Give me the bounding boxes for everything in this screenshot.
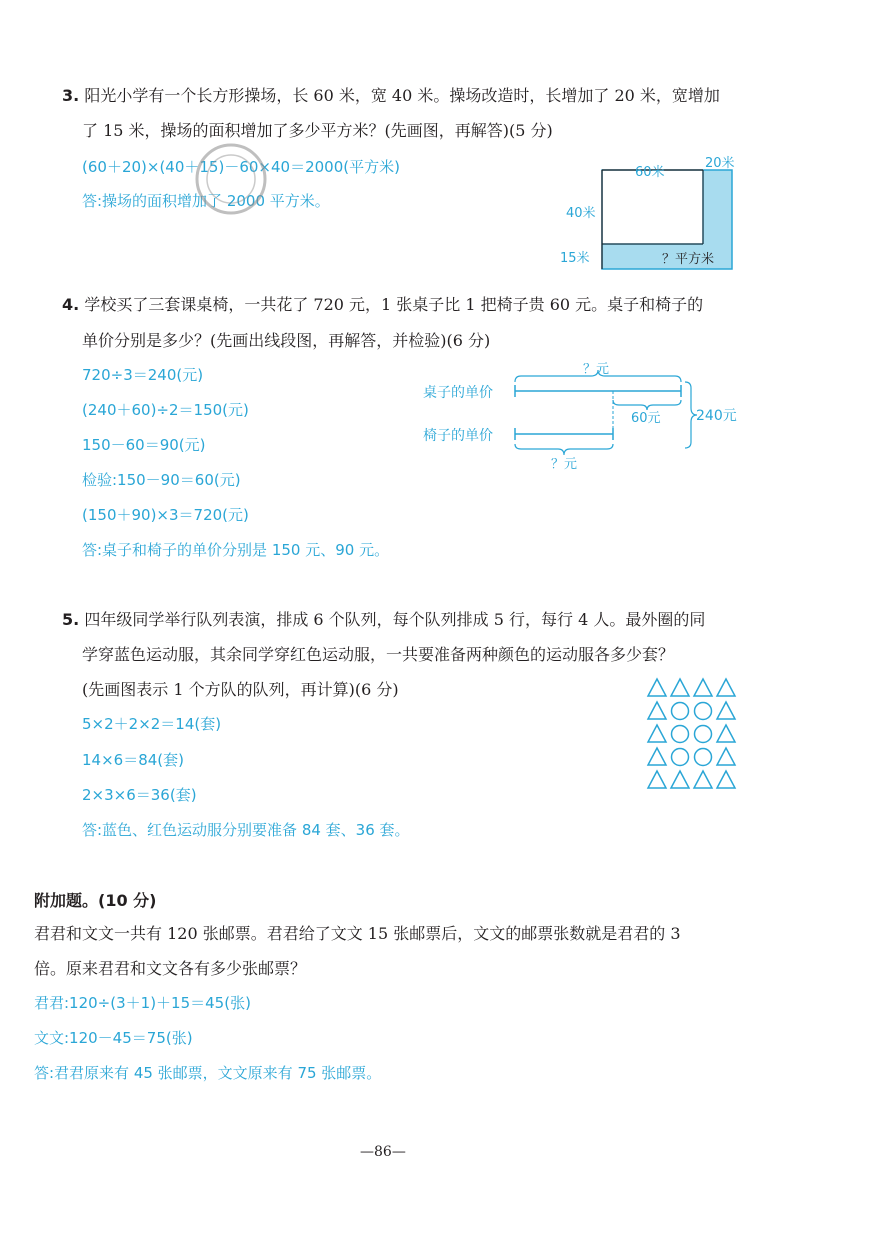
circle-mark [672,726,689,743]
q3-area-label: ？平方米 [662,252,715,267]
q4-answer-3: 150－60＝90(元) [82,436,206,454]
q4-answer-5: (150＋90)×3＝720(元) [82,506,249,524]
q4-line2: 单价分别是多少？(先画出线段图，再解答，并检验)(6 分) [82,331,491,350]
triangle-mark [717,679,735,696]
q4-table-label: 桌子的单价 [423,385,493,401]
q4-line1 [62,295,703,315]
q5-answer-2: 14×6＝84(套) [82,751,184,769]
q4-line1-text: 学校买了三套课桌椅，一共花了 720 元，1 张桌子比 1 把椅子贵 60 元。桌子和椅子的 [84,295,704,314]
q4-answer-4: 检验:150－90＝60(元) [82,471,241,489]
circle-mark [695,726,712,743]
triangle-mark [671,679,689,696]
bonus-answer-1: 君君:120÷(3＋1)＋15＝45(张) [34,994,251,1012]
circle-mark [672,749,689,766]
watermark-stamp [192,140,270,218]
bonus-line2: 倍。原来君君和文文各有多少张邮票？ [34,959,307,978]
triangle-mark [717,771,735,788]
triangle-mark [648,702,666,719]
q5-line1-text: 四年级同学举行队列表演，排成 6 个队列，每个队列排成 5 行，每行 4 人。最外圈的同 [84,610,706,629]
q4-chair-label: 椅子的单价 [423,428,493,444]
q3-label-20: 20米 [705,156,735,171]
q3-label-60: 60米 [635,165,665,180]
triangle-mark [717,725,735,742]
q3-label-40: 40米 [566,206,596,221]
q4-top-unknown: ？元 [583,362,610,377]
q4-number: 4. [62,295,80,314]
triangle-mark [648,725,666,742]
q4-answer-1: 720÷3＝240(元) [82,366,204,384]
q3-answer-2: 答:操场的面积增加了 2000 平方米。 [82,192,330,210]
q3-rectangle-diagram [560,150,750,275]
q3-number: 3. [62,86,80,105]
q5-answer-3: 2×3×6＝36(套) [82,786,197,804]
circle-mark [672,703,689,720]
q3-line2: 了 15 米，操场的面积增加了多少平方米？(先画图，再解答)(5 分) [82,121,553,140]
triangle-mark [694,771,712,788]
q4-answer-2: (240＋60)÷2＝150(元) [82,401,249,419]
bonus-answer-2: 文文:120－45＝75(张) [34,1029,193,1047]
q3-line1 [62,86,720,106]
q4-diff-label: 60元 [631,411,661,426]
bonus-title: 附加题。(10 分) [34,891,157,910]
circle-mark [695,703,712,720]
triangle-mark [648,771,666,788]
triangle-mark [648,679,666,696]
triangle-mark [717,702,735,719]
q4-total-label: 240元 [696,408,737,424]
triangle-mark [717,748,735,765]
bonus-line1: 君君和文文一共有 120 张邮票。君君给了文文 15 张邮票后，文文的邮票张数就是君君的 3 [34,924,681,943]
q3-line1-text: 阳光小学有一个长方形操场，长 60 米，宽 40 米。操场改造时，长增加了 20 米，宽增加 [84,86,720,105]
q3-answer-1: (60＋20)×(40＋15)－60×40＝2000(平方米) [82,158,400,176]
q4-answer-6: 答:桌子和椅子的单价分别是 150 元、90 元。 [82,541,390,559]
q4-line-segment-diagram [415,360,755,475]
q5-answer-1: 5×2＋2×2＝14(套) [82,715,222,733]
circle-mark [695,749,712,766]
q5-answer-4: 答:蓝色、红色运动服分别要准备 84 套、36 套。 [82,821,410,839]
triangle-mark [671,771,689,788]
q5-line3: (先画图表示 1 个方队的队列，再计算)(6 分) [82,680,399,699]
q5-line1 [62,610,705,630]
q5-number: 5. [62,610,80,629]
q4-bottom-unknown: ？元 [551,457,578,472]
q3-label-15: 15米 [560,251,590,266]
q5-formation-grid [644,676,744,796]
triangle-mark [694,679,712,696]
q5-line2: 学穿蓝色运动服，其余同学穿红色运动服，一共要准备两种颜色的运动服各多少套？ [82,645,675,664]
page-number: —86— [360,1144,406,1160]
triangle-mark [648,748,666,765]
bonus-answer-3: 答:君君原来有 45 张邮票，文文原来有 75 张邮票。 [34,1064,382,1082]
